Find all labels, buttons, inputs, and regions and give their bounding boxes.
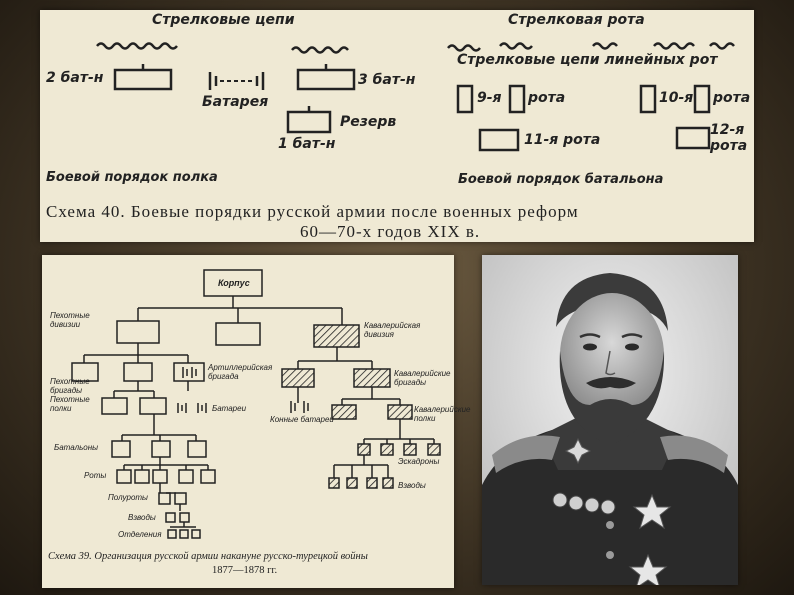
label-squadrons: Эскадроны xyxy=(398,457,440,466)
label-co10-rota: рота xyxy=(713,90,751,106)
chain-wave-left xyxy=(97,44,177,49)
co12-box xyxy=(677,128,709,148)
scheme-40-panel xyxy=(40,10,754,242)
label-battalions: Батальоны xyxy=(54,443,99,452)
label-rifle-company: Стрелковая рота xyxy=(508,12,645,28)
co10-box-a xyxy=(641,86,655,112)
label-co11: 11-я рота xyxy=(524,132,601,148)
label-reserve: Резерв xyxy=(340,114,397,130)
label-bat1: 1 бат-н xyxy=(278,136,336,152)
co9-box-a xyxy=(458,86,472,112)
label-horse-batteries: Конные батареи xyxy=(270,415,334,424)
scheme-39-caption-line2: 1877—1878 гг. xyxy=(212,565,278,576)
co11-box xyxy=(480,130,518,150)
label-cav-platoons: Взводы xyxy=(398,481,426,490)
label-art-brig: Артиллерийская бригада xyxy=(208,363,273,381)
label-half-companies: Полуроты xyxy=(108,493,148,502)
label-bat3: 3 бат-н xyxy=(358,72,416,88)
label-companies: Роты xyxy=(84,471,107,480)
scheme-39-panel xyxy=(42,255,471,588)
label-cav-div: Кавалерийская дивизия xyxy=(364,321,421,339)
label-co10: 10-я xyxy=(659,90,694,106)
scheme-40-caption-line2: 60—70-х годов XIX в. xyxy=(300,222,481,241)
label-co12-rota: рота xyxy=(710,138,748,154)
label-sections: Отделения xyxy=(118,530,162,539)
label-regiment-order: Боевой порядок полка xyxy=(46,170,218,185)
label-line-chains: Стрелковые цепи линейных рот xyxy=(457,52,718,68)
scheme-40-caption-line1: Схема 40. Боевые порядки русской армии после военных реформ xyxy=(46,202,579,221)
label-cav-reg: Кавалерийские полки xyxy=(414,405,471,423)
label-inf-div: Пехотные дивизии xyxy=(50,311,90,329)
scheme-39-org-chart xyxy=(42,255,471,588)
co10-box-b xyxy=(695,86,709,112)
scheme-39-caption-line1: Схема 39. Организация русской армии накануне русско-турецкой войны xyxy=(48,551,368,562)
label-bat2: 2 бат-н xyxy=(46,70,104,86)
label-inf-reg: Пехотные полки xyxy=(50,395,90,413)
chain-wave-right xyxy=(292,48,348,53)
label-batteries: Батареи xyxy=(212,404,247,413)
portrait-of-officer-icon xyxy=(482,255,738,585)
reserve-box xyxy=(288,112,330,132)
label-corps: Корпус xyxy=(218,278,250,288)
label-battalion-order: Боевой порядок батальона xyxy=(458,172,664,187)
bat3-box xyxy=(298,70,354,89)
label-inf-brig: Пехотные бригады xyxy=(50,377,90,395)
label-co9: 9-я xyxy=(477,90,502,106)
portrait-panel xyxy=(482,255,738,585)
label-co12: 12-я xyxy=(710,122,745,138)
label-rifle-chains: Стрелковые цепи xyxy=(152,12,295,28)
bat2-box xyxy=(115,70,171,89)
co9-box-b xyxy=(510,86,524,112)
label-co9-rota: рота xyxy=(528,90,566,106)
label-platoons: Взводы xyxy=(128,513,156,522)
label-battery: Батарея xyxy=(202,94,269,110)
label-cav-brig: Кавалерийские бригады xyxy=(394,369,451,387)
